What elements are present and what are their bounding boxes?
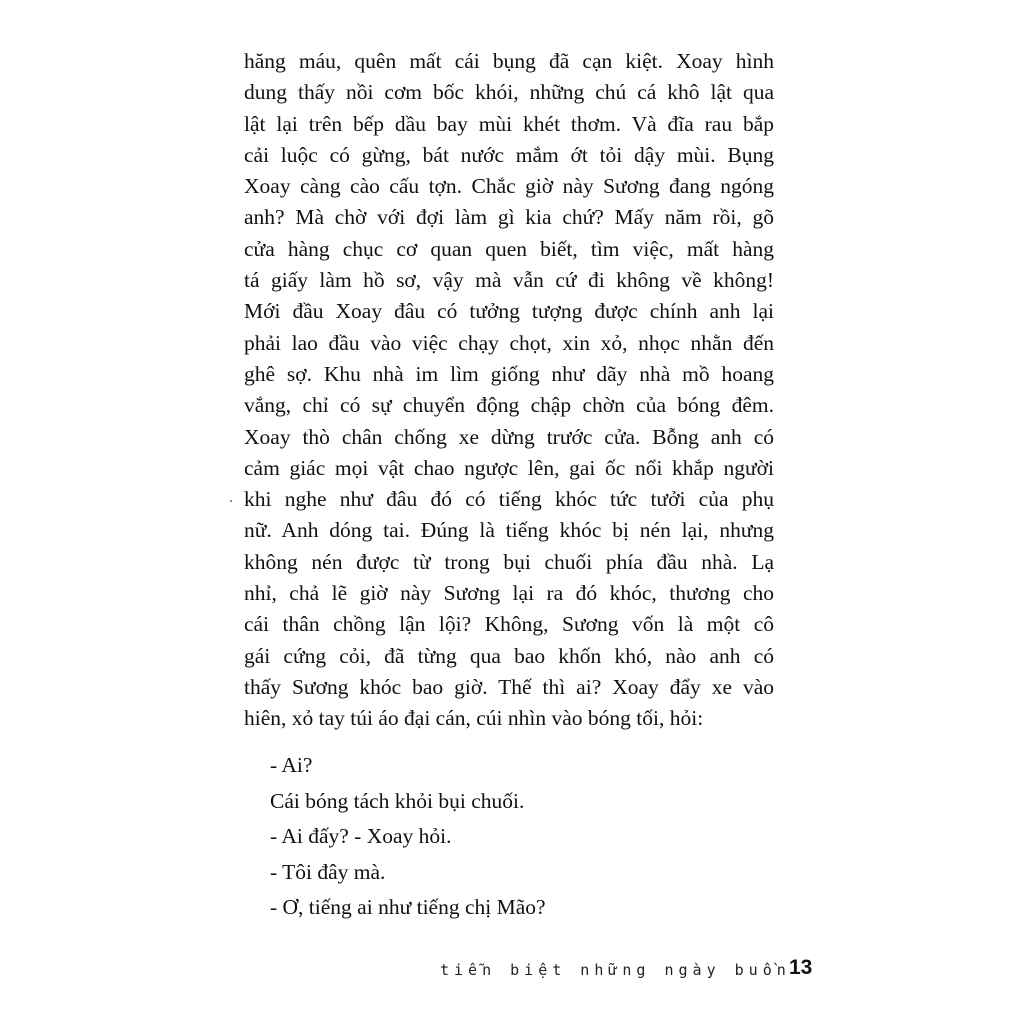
- running-title: tiễn biệt những ngày buồn: [440, 961, 791, 979]
- text-line: thấy Sương khóc bao giờ. Thế thì ai? Xoay đẩy xe vào: [244, 674, 774, 699]
- text-line: ghê sợ. Khu nhà im lìm giống như dãy nhà mồ hoang: [244, 361, 774, 386]
- text-line: Xoay càng cào cấu tợn. Chắc giờ này Sương đang ngóng: [244, 174, 774, 199]
- text-line: tá giấy làm hồ sơ, vậy mà vẫn cứ đi không về không!: [244, 268, 774, 293]
- text-line: cái thân chồng lận lội? Không, Sương vốn là một cô: [244, 612, 774, 637]
- dialogue-line: - Ơ, tiếng ai như tiếng chị Mão?: [270, 895, 546, 920]
- text-line: Xoay thò chân chống xe dừng trước cửa. Bỗng anh có: [244, 424, 774, 449]
- text-line: khi nghe như đâu đó có tiếng khóc tức tưởi của phụ: [244, 487, 774, 512]
- dialogue-line: Cái bóng tách khỏi bụi chuối.: [270, 788, 525, 813]
- dialogue-line: - Ai?: [270, 753, 313, 777]
- text-line: nữ. Anh dóng tai. Đúng là tiếng khóc bị nén lại, nhưng: [244, 518, 774, 543]
- text-line: dung thấy nồi cơm bốc khói, những chú cá khô lật qua: [244, 80, 774, 105]
- text-line: không nén được từ trong bụi chuối phía đầu nhà. Lạ: [244, 549, 774, 574]
- text-line: nhỉ, chả lẽ giờ này Sương lại ra đó khóc, thương cho: [244, 581, 774, 606]
- text-line: phải lao đầu vào việc chạy chọt, xin xỏ, nhọc nhằn đến: [244, 330, 774, 355]
- text-line: anh? Mà chờ với đợi làm gì kia chứ? Mấy năm rồi, gõ: [244, 205, 774, 230]
- dialogue-block: [270, 748, 770, 926]
- page-footer: [440, 956, 813, 988]
- text-line: hiên, xỏ tay túi áo đại cán, cúi nhìn vào bóng tối, hỏi:: [244, 706, 704, 731]
- print-speck: [230, 500, 232, 502]
- dialogue-line: - Ai đấy? - Xoay hỏi.: [270, 824, 452, 849]
- text-line: cửa hàng chục cơ quan quen biết, tìm việc, mất hàng: [244, 236, 774, 261]
- dialogue-line: - Tôi đây mà.: [270, 859, 386, 884]
- page-number: 13: [789, 956, 813, 979]
- text-line: hăng máu, quên mất cái bụng đã cạn kiệt. Xoay hình: [244, 49, 774, 73]
- body-paragraph: [244, 46, 774, 735]
- text-line: cảm giác mọi vật chao ngược lên, gai ốc nổi khắp người: [244, 455, 774, 480]
- text-line: Mới đầu Xoay đâu có tưởng tượng được chính anh lại: [244, 299, 774, 324]
- text-line: cải luộc có gừng, bát nước mắm ớt tỏi dậy mùi. Bụng: [244, 142, 774, 167]
- text-line: gái cứng cỏi, đã từng qua bao khốn khó, nào anh có: [244, 643, 774, 668]
- text-line: vắng, chỉ có sự chuyển động chập chờn của bóng đêm.: [244, 393, 774, 418]
- text-line: lật lại trên bếp dầu bay mùi khét thơm. Và đĩa rau bắp: [244, 111, 774, 136]
